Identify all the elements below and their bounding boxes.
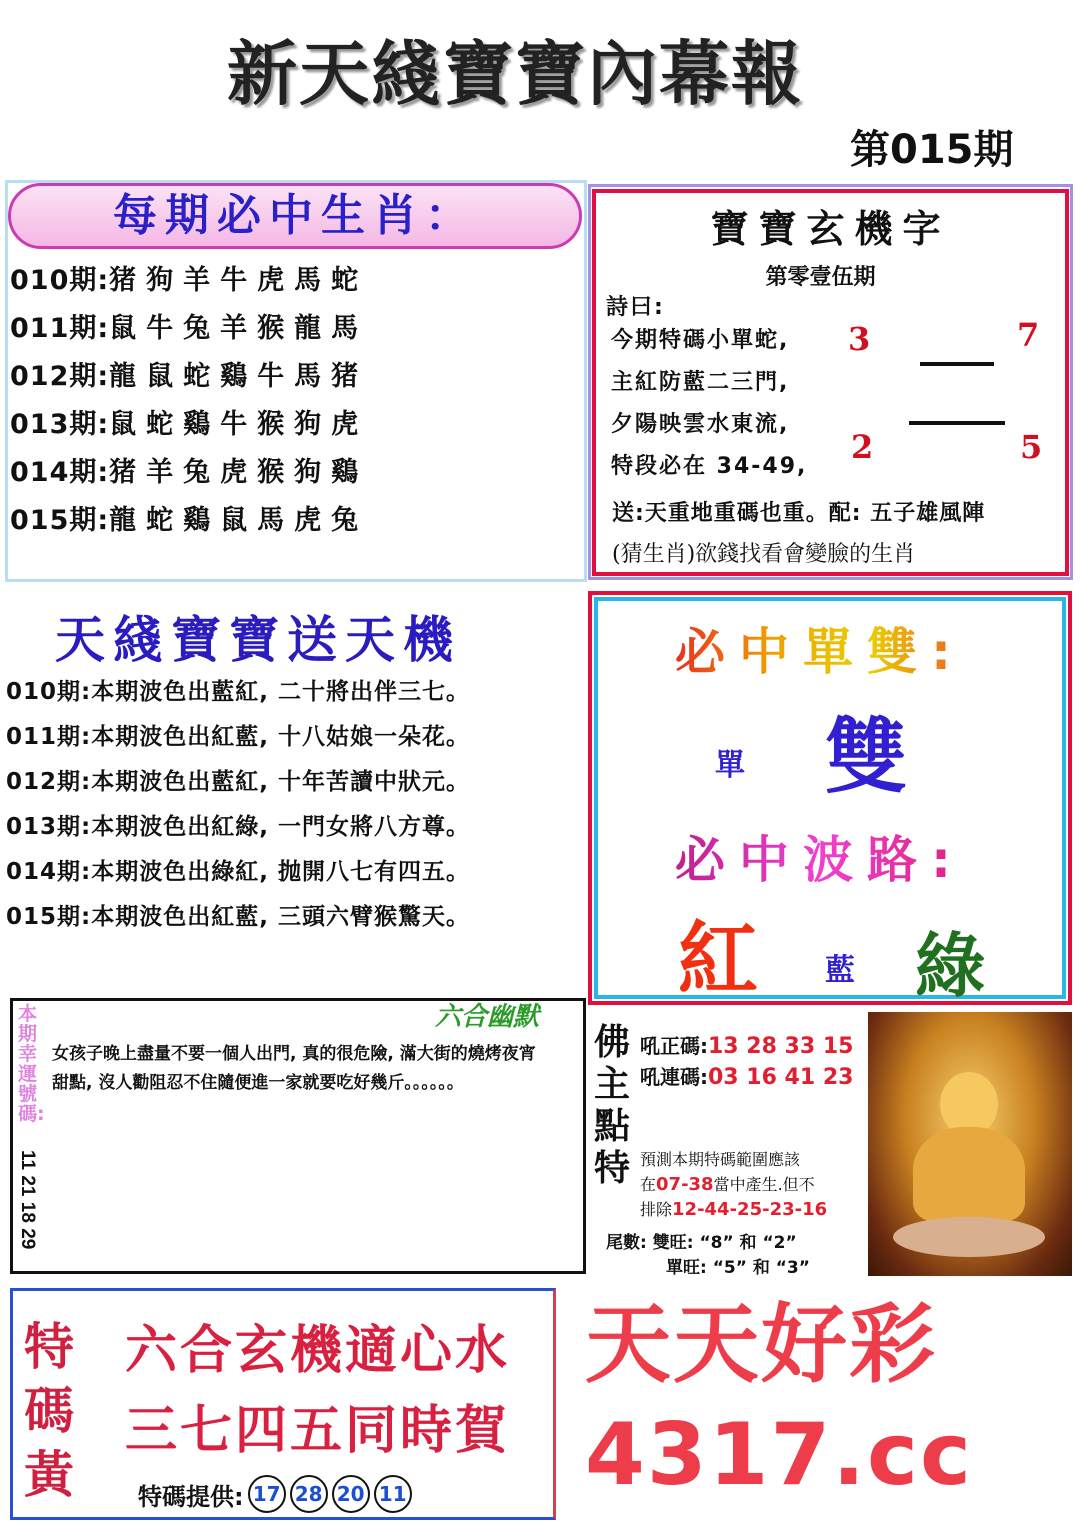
zodiac-title: 每期必中生肖： [8, 183, 582, 249]
zodiac-row: 014期:猪羊兔虎猴狗鷄 [10, 457, 369, 488]
buddha-side-label: 佛主點特 [594, 1022, 631, 1189]
wave-row: 012期:本期波色出藍紅, 十年苦讀中狀元。 [6, 769, 470, 795]
zodiac-row: 011期:鼠牛兔羊猴龍馬 [10, 313, 369, 344]
special-provide: 特碼提供: 17 28 20 11 [138, 1475, 416, 1513]
riddle-issue: 第零壹伍期 [765, 265, 876, 290]
wave-path-title: 必中波路: [675, 820, 965, 892]
riddle-stroke [909, 421, 1005, 425]
riddle-hint: (猜生肖)欲錢找看會變臉的生肖 [612, 542, 916, 567]
poem-line: 主紅防藍二三門, [611, 370, 790, 395]
poem-line: 今期特碼小單蛇, [611, 328, 790, 353]
special-line: 三七四五同時賀 [125, 1401, 511, 1461]
riddle-number: 5 [1020, 428, 1043, 466]
poem-line: 夕陽映雲水東流, [611, 412, 790, 437]
tail-odd: 單旺: “5” 和 “3” [666, 1258, 810, 1278]
special-side-label: 特碼黃 [24, 1318, 74, 1504]
range-text: 預測本期特碼範圍應該 [640, 1150, 801, 1169]
issue-number: 第015期 [850, 127, 1014, 173]
zodiac-row: 013期:鼠蛇鷄牛猴狗虎 [10, 409, 369, 440]
wave-row: 015期:本期波色出紅藍, 三頭六臂猴驚天。 [6, 904, 470, 930]
wave-row: 014期:本期波色出綠紅, 抛開八七有四五。 [6, 859, 470, 885]
zodiac-row: 015期:龍蛇鷄鼠馬虎兔 [10, 505, 369, 536]
number-ball: 28 [290, 1475, 328, 1513]
buddha-image [868, 1012, 1072, 1276]
wave-row: 010期:本期波色出藍紅, 二十將出伴三七。 [6, 679, 470, 705]
number-ball: 20 [332, 1475, 370, 1513]
page-title: 新天綫寶寶內幕報 [227, 33, 803, 115]
odd-label: 單 [715, 748, 745, 783]
zodiac-row: 012期:龍鼠蛇鷄牛馬猪 [10, 361, 369, 392]
wave-title: 天綫寶寶送天機 [55, 611, 461, 669]
even-label: 雙 [825, 710, 908, 805]
humor-text: 女孩子晚上盡量不要一個人出門, 真的很危險, 滿大街的燒烤夜宵甜點, 沒人勸阻忍不住隨便進一家就要吃好幾斤。。。。。。 [52, 1044, 536, 1093]
wave-row: 011期:本期波色出紅藍, 十八姑娘一朵花。 [6, 724, 470, 750]
range-text: 在07-38當中產生.但不 [640, 1174, 815, 1195]
green-label: 綠 [915, 925, 985, 1007]
riddle-number: 3 [848, 320, 871, 358]
main-codes: 吼正碼:13 28 33 15 [640, 1034, 854, 1059]
riddle-number: 2 [851, 428, 874, 466]
poem-line: 特段必在 34-49, [611, 454, 808, 479]
special-line: 六合玄機適心水 [125, 1321, 511, 1381]
humor-tag: 六合幽默 [435, 1002, 540, 1032]
number-ball: 17 [248, 1475, 286, 1513]
tail-even: 尾數: 雙旺: “8” 和 “2” [606, 1233, 797, 1253]
riddle-gift: 送:天重地重碼也重。配: 五子雄風陣 [612, 501, 986, 526]
poem-label: 詩曰: [606, 295, 665, 320]
riddle-number: 7 [1017, 316, 1040, 354]
lucky-label: 本期幸運號碼: [18, 1003, 45, 1125]
number-ball: 11 [374, 1475, 412, 1513]
odd-even-title: 必中單雙: [675, 612, 965, 684]
exclude-text: 排除12-44-25-23-16 [640, 1199, 828, 1220]
watermark: 天天好彩 4317.cc [585, 1295, 973, 1505]
wave-row: 013期:本期波色出紅綠, 一門女將八方尊。 [6, 814, 470, 840]
zodiac-row: 010期:猪狗羊牛虎馬蛇 [10, 265, 369, 296]
red-label: 紅 [678, 913, 758, 1006]
riddle-title: 寶寶玄機字 [710, 207, 951, 251]
linked-codes: 吼連碼:03 16 41 23 [640, 1065, 854, 1090]
blue-label: 藍 [825, 953, 855, 988]
riddle-stroke [920, 362, 994, 366]
lucky-numbers: 11 21 18 29 [17, 1150, 38, 1250]
